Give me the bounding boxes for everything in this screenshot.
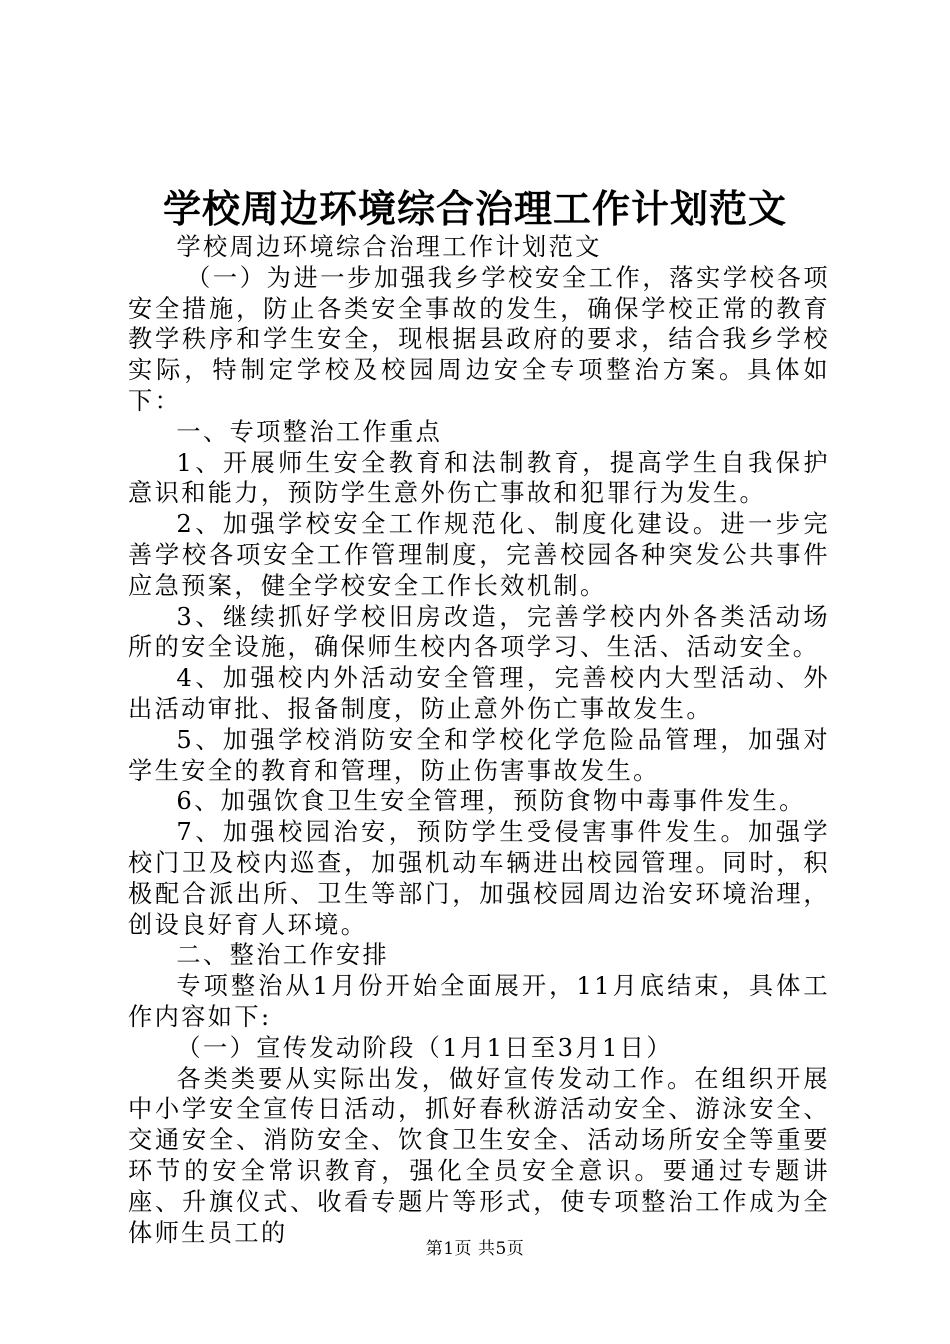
list-item-3: 3、继续抓好学校旧房改造，完善学校内外各类活动场所的安全设施，确保师生校内各项学习、生活、活动安全。	[128, 602, 830, 662]
paragraph-publicity: 各类类要从实际出发，做好宣传发动工作。在组织开展中小学安全宣传日活动，抓好春秋游活动安全、游泳安全、交通安全、消防安全、饮食卫生安全、活动场所安全等重要环节的安全常识教育，强化全员安全意识。要通过专题讲座、升旗仪式、收看专题片等形式，使专项整治工作成为全体师生员工的	[128, 1064, 830, 1247]
paragraph-subtitle: 学校周边环境综合治理工作计划范文	[176, 233, 602, 261]
section-heading-1: 一、专项整治工作重点	[176, 417, 443, 446]
document-body	[128, 232, 830, 1248]
list-item-5: 5、加强学校消防安全和学校化学危险品管理，加强对学生安全的教育和管理，防止伤害事故发生。	[128, 725, 830, 785]
paragraph-intro: （一）为进一步加强我乡学校安全工作，落实学校各项安全措施，防止各类安全事故的发生，确保学校正常的教育教学秩序和学生安全，现根据县政府的要求，结合我乡学校实际，特制定学校及校园周边安全专项整治方案。具体如下：	[128, 263, 830, 415]
list-item-6: 6、加强饮食卫生安全管理，预防食物中毒事件发生。	[176, 787, 806, 816]
list-item-4: 4、加强校内外活动安全管理，完善校内大型活动、外出活动审批、报备制度，防止意外伤亡事故发生。	[128, 664, 830, 723]
page-number: 第1页 共5页	[425, 1239, 525, 1259]
document-title: 学校周边环境综合治理工作计划范文	[162, 186, 787, 231]
paragraph-schedule: 专项整治从1月份开始全面展开，11月底结束，具体工作内容如下:	[128, 972, 830, 1031]
list-item-2: 2、加强学校安全工作规范化、制度化建设。进一步完善学校各项安全工作管理制度，完善校园各种突发公共事件应急预案，健全学校安全工作长效机制。	[128, 510, 830, 600]
subsection-heading-1: （一）宣传发动阶段（1月1日至3月1日）	[176, 1033, 673, 1062]
list-item-1: 1、开展师生安全教育和法制教育，提高学生自我保护意识和能力，预防学生意外伤亡事故和犯罪行为发生。	[128, 448, 830, 508]
list-item-7: 7、加强校园治安，预防学生受侵害事件发生。加强学校门卫及校内巡查，加强机动车辆进出校园管理。同时，积极配合派出所、卫生等部门，加强校园周边治安环境治理，创设良好育人环境。	[128, 818, 830, 939]
section-heading-2: 二、整治工作安排	[176, 941, 390, 970]
